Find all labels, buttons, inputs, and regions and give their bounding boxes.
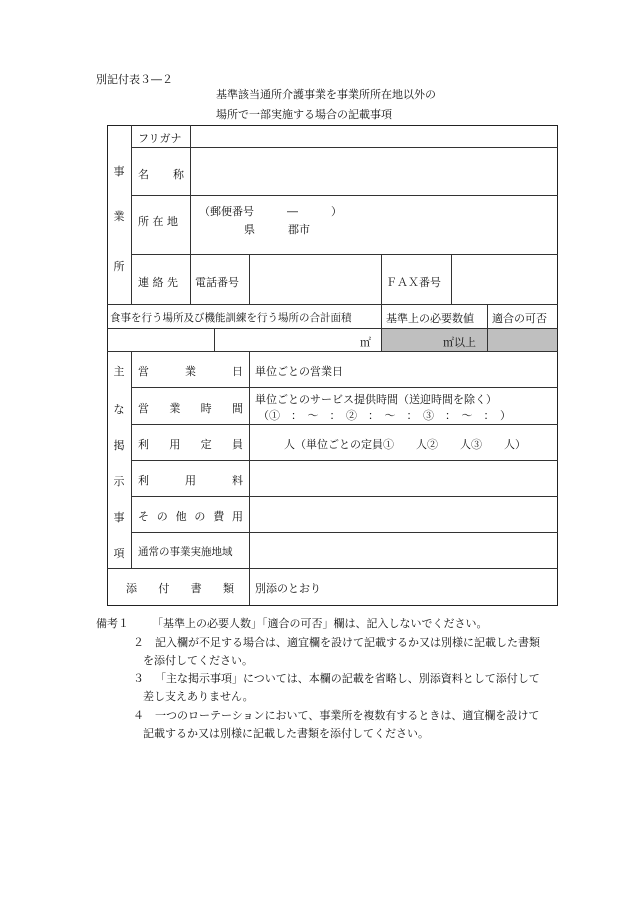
usage-fee-field[interactable] [255, 465, 553, 491]
prefecture-text[interactable]: 県 郡市 [244, 223, 310, 236]
office-section-char: 業 [113, 210, 125, 223]
phone-field[interactable] [253, 258, 377, 300]
business-days-label: 営 業 日 [138, 365, 243, 378]
note-3-line2: 差し支えありません。 [143, 690, 254, 703]
note-2-line2: を添付してください。 [143, 654, 253, 667]
attachment-label: 添 付 書 類 [126, 582, 234, 595]
note-3-line1: 「主な掲示事項」については、本欄の記載を省略し、別添資料として添付して [155, 672, 540, 685]
posted-section-char: 掲 [113, 439, 125, 452]
area-label: 食事を行う場所及び機能訓練を行う場所の合計面積 [110, 312, 352, 324]
compliance-shade [487, 328, 557, 351]
office-section-char: 所 [113, 260, 125, 273]
business-days-value[interactable]: 単位ごとの営業日 [255, 365, 343, 378]
name-label: 名 称 [138, 168, 184, 181]
form-title-line1: 基準該当通所介護事業を事業所所在地以外の [216, 88, 436, 101]
name-field[interactable] [195, 152, 550, 190]
note-2-line1: 記入欄が不足する場合は、適宜欄を設けて記載するか又は別様に記載した書類 [155, 636, 540, 649]
note-4-line2: 記載するか又は別様に記載した書類を添付してください。 [143, 727, 429, 740]
posted-section-char: な [113, 403, 125, 416]
form-title-line2: 場所で一部実施する場合の記載事項 [216, 108, 392, 121]
posted-section-char: 示 [113, 475, 125, 488]
service-area-field[interactable] [255, 537, 553, 563]
office-section-char: 事 [113, 165, 125, 178]
posted-section-char: 主 [113, 365, 125, 378]
posted-section-char: 事 [113, 511, 125, 524]
note-4-number: ４ [133, 709, 144, 722]
other-costs-label: そ の 他 の 費 用 [138, 510, 243, 523]
business-hours-label: 営 業 時 間 [138, 402, 243, 415]
phone-label: 電話番号 [195, 276, 239, 289]
furigana-label: フリガナ [138, 132, 182, 145]
other-costs-field[interactable] [255, 501, 553, 527]
address-label: 所 在 地 [138, 215, 178, 228]
capacity-value[interactable]: 人（単位ごとの定員① 人② 人③ 人） [284, 438, 526, 451]
fax-label: ＦＡＸ番号 [386, 276, 441, 289]
fax-field[interactable] [455, 258, 553, 300]
standard-value-header: 基準上の必要数値 [386, 312, 474, 325]
area-field[interactable] [218, 331, 356, 348]
note-4-line1: 一つのローテーションにおいて、事業所を複数有するときは、適宜欄を設けて [155, 709, 540, 722]
form-number: 別記付表３―２ [96, 73, 173, 86]
furigana-field[interactable] [195, 130, 550, 144]
compliance-header: 適合の可否 [492, 312, 547, 325]
posted-section-char: 項 [113, 547, 125, 560]
capacity-label: 利 用 定 員 [138, 438, 243, 451]
note-2-number: ２ [133, 636, 144, 649]
postal-code-text[interactable]: （郵便番号 ― ） [199, 205, 342, 218]
business-hours-slots[interactable]: （① ： ～ ： ② ： ～ ： ③ ： ～ ： ） [258, 409, 511, 422]
area-unit: ㎡ [360, 336, 371, 349]
service-area-label: 通常の事業実施地域 [138, 546, 233, 558]
attachment-value: 別添のとおり [255, 582, 321, 595]
usage-fee-label: 利 用 料 [138, 474, 243, 487]
standard-unit: ㎡以上 [443, 336, 476, 349]
note-1: 「基準上の必要人数」「適合の可否」欄は、記入しないでください。 [152, 617, 488, 630]
business-hours-value[interactable]: 単位ごとのサービス提供時間（送迎時間を除く） [255, 393, 497, 406]
contact-label: 連 絡 先 [138, 276, 178, 289]
notes-lead: 備考１ [96, 617, 129, 630]
note-3-number: ３ [133, 672, 144, 685]
